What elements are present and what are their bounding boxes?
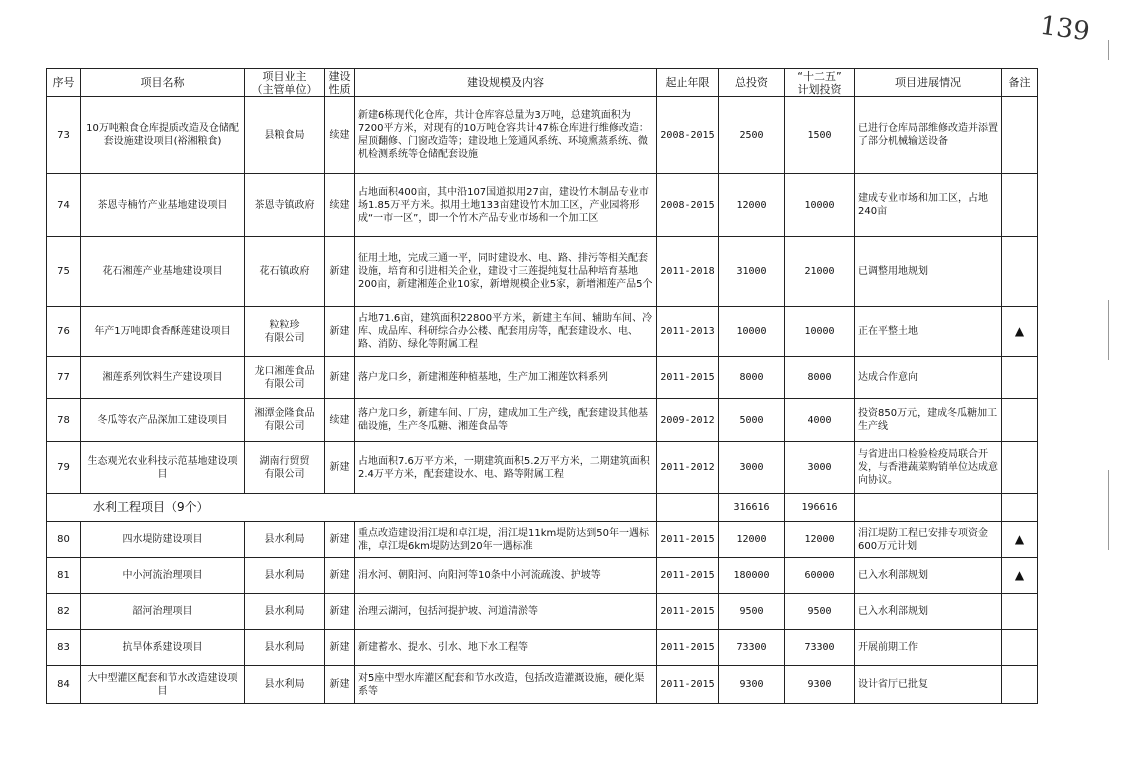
- cell-remark: ▲: [1002, 307, 1038, 357]
- cell-plan: 12000: [785, 522, 855, 558]
- cell-plan: 73300: [785, 630, 855, 666]
- cell-plan: 9500: [785, 594, 855, 630]
- cell-plan: 21000: [785, 237, 855, 307]
- cell-period: 2009-2012: [657, 399, 719, 442]
- cell-nature: 新建: [325, 666, 355, 704]
- cell-total: 12000: [719, 174, 785, 237]
- cell-nature: 新建: [325, 357, 355, 399]
- cell-nature: 新建: [325, 237, 355, 307]
- cell-owner: 茶恩寺镇政府: [245, 174, 325, 237]
- header-owner: 项目业主 （主管单位）: [245, 69, 325, 97]
- cell-plan: 10000: [785, 307, 855, 357]
- cell-remark: ▲: [1002, 558, 1038, 594]
- header-seq: 序号: [47, 69, 81, 97]
- cell-name: 茶恩寺楠竹产业基地建设项目: [81, 174, 245, 237]
- cell-owner: 县水利局: [245, 558, 325, 594]
- cell-name: 四水堤防建设项目: [81, 522, 245, 558]
- project-table: [46, 68, 1038, 704]
- cell-total: 3000: [719, 442, 785, 494]
- cell-nature: 新建: [325, 307, 355, 357]
- cell-remark: [1002, 630, 1038, 666]
- page-number: 139: [1038, 10, 1092, 48]
- cell-name: 中小河流治理项目: [81, 558, 245, 594]
- table-row: [47, 307, 1038, 357]
- cell-name: 韶河治理项目: [81, 594, 245, 630]
- cell-seq: 76: [47, 307, 81, 357]
- cell-seq: 82: [47, 594, 81, 630]
- cell-seq: 73: [47, 97, 81, 174]
- cell-period: 2011-2015: [657, 357, 719, 399]
- table-row: [47, 666, 1038, 704]
- cell-period: 2008-2015: [657, 97, 719, 174]
- cell-owner: 湖南行贸贸 有限公司: [245, 442, 325, 494]
- cell-total: 9300: [719, 666, 785, 704]
- cell-owner: 县水利局: [245, 594, 325, 630]
- cell-plan: 60000: [785, 558, 855, 594]
- cell-name: 10万吨粮食仓库提质改造及仓储配套设施建设项目(裕湘粮食): [81, 97, 245, 174]
- cell-name: 生态观光农业科技示范基地建设项目: [81, 442, 245, 494]
- table-row: [47, 442, 1038, 494]
- cell-progress: 与省进出口检验检疫局联合开发，与香港蔬菜购销单位达成意向协议。: [855, 442, 1002, 494]
- cell-seq: 80: [47, 522, 81, 558]
- cell-total: 12000: [719, 522, 785, 558]
- header-scope: 建设规模及内容: [355, 69, 657, 97]
- margin-mark: [1108, 40, 1109, 60]
- cell-seq: 78: [47, 399, 81, 442]
- cell-period: 2011-2012: [657, 442, 719, 494]
- cell-name: 抗旱体系建设项目: [81, 630, 245, 666]
- table-row: [47, 522, 1038, 558]
- cell-total: 31000: [719, 237, 785, 307]
- header-name: 项目名称: [81, 69, 245, 97]
- margin-mark: [1108, 300, 1109, 360]
- table-row: [47, 630, 1038, 666]
- cell-remark: [1002, 237, 1038, 307]
- cell-owner: 龙口湘莲食品 有限公司: [245, 357, 325, 399]
- margin-mark: [1108, 470, 1109, 550]
- cell-remark: [1002, 442, 1038, 494]
- cell-scope: 对5座中型水库灌区配套和节水改造，包括改造灌溉设施，硬化渠系等: [355, 666, 657, 704]
- cell-owner: 粒粒珍 有限公司: [245, 307, 325, 357]
- cell-total: 9500: [719, 594, 785, 630]
- cell-progress: 已入水利部规划: [855, 594, 1002, 630]
- cell-remark: ▲: [1002, 522, 1038, 558]
- header-plan: “十二五” 计划投资: [785, 69, 855, 97]
- table-row: [47, 97, 1038, 174]
- cell-progress: 投资850万元，建成冬瓜糖加工生产线: [855, 399, 1002, 442]
- cell-scope: 新建蓄水、提水、引水、地下水工程等: [355, 630, 657, 666]
- cell-seq: 75: [47, 237, 81, 307]
- cell-remark: [1002, 666, 1038, 704]
- cell-nature: 续建: [325, 399, 355, 442]
- cell-plan: 10000: [785, 174, 855, 237]
- cell-progress: 开展前期工作: [855, 630, 1002, 666]
- cell-period: 2011-2015: [657, 522, 719, 558]
- cell-owner: 花石镇政府: [245, 237, 325, 307]
- cell-name: 湘莲系列饮料生产建设项目: [81, 357, 245, 399]
- cell-remark: [1002, 174, 1038, 237]
- cell-progress: 达成合作意向: [855, 357, 1002, 399]
- cell-nature: 续建: [325, 97, 355, 174]
- cell-scope: 占地面积7.6万平方米，一期建筑面积5.2万平方米，二期建筑面积2.4万平方米，配套建设水、电、路等附属工程: [355, 442, 657, 494]
- cell-nature: 新建: [325, 630, 355, 666]
- cell-nature: 续建: [325, 174, 355, 237]
- cell-scope: 落户龙口乡，新建车间、厂房，建成加工生产线，配套建设其他基础设施，生产冬瓜糖、湘莲食品等: [355, 399, 657, 442]
- cell-seq: 79: [47, 442, 81, 494]
- cell-remark: [1002, 357, 1038, 399]
- cell-progress: 已进行仓库局部维修改造并添置了部分机械输送设备: [855, 97, 1002, 174]
- cell-seq: 83: [47, 630, 81, 666]
- cell-period: 2011-2015: [657, 558, 719, 594]
- section-total: 316616: [719, 494, 785, 522]
- cell-seq: 84: [47, 666, 81, 704]
- cell-name: 花石湘莲产业基地建设项目: [81, 237, 245, 307]
- cell-owner: 县水利局: [245, 630, 325, 666]
- cell-total: 180000: [719, 558, 785, 594]
- cell-total: 2500: [719, 97, 785, 174]
- cell-plan: 3000: [785, 442, 855, 494]
- cell-progress: 已入水利部规划: [855, 558, 1002, 594]
- section-row: [47, 494, 1038, 522]
- header-period: 起止年限: [657, 69, 719, 97]
- cell-period: 2011-2013: [657, 307, 719, 357]
- cell-scope: 征用土地，完成三通一平，同时建设水、电、路、排污等相关配套设施，培育和引进相关企业，建设寸三莲提纯复壮品种培育基地200亩，新建湘莲企业10家，新增规模企业5家，新增湘莲产品5个: [355, 237, 657, 307]
- table-row: [47, 399, 1038, 442]
- cell-scope: 涓水河、朝阳河、向阳河等10条中小河流疏浚、护坡等: [355, 558, 657, 594]
- cell-total: 73300: [719, 630, 785, 666]
- header-row: [47, 69, 1038, 97]
- cell-total: 8000: [719, 357, 785, 399]
- cell-name: 大中型灌区配套和节水改造建设项目: [81, 666, 245, 704]
- cell-remark: [1002, 97, 1038, 174]
- cell-period: 2011-2015: [657, 630, 719, 666]
- table-row: [47, 237, 1038, 307]
- cell-progress: 建成专业市场和加工区，占地240亩: [855, 174, 1002, 237]
- section-title: 水利工程项目（9个）: [47, 494, 657, 522]
- cell-total: 10000: [719, 307, 785, 357]
- cell-remark: [1002, 594, 1038, 630]
- cell-scope: 重点改造建设涓江堤和卓江堤，涓江堤11km堤防达到50年一遇标准，卓江堤6km堤防达到20年一遇标准: [355, 522, 657, 558]
- cell-total: 5000: [719, 399, 785, 442]
- section-plan: 196616: [785, 494, 855, 522]
- cell-period: 2011-2015: [657, 594, 719, 630]
- table-row: [47, 558, 1038, 594]
- header-nature: 建设 性质: [325, 69, 355, 97]
- cell-seq: 81: [47, 558, 81, 594]
- table-row: [47, 357, 1038, 399]
- cell-owner: 县水利局: [245, 522, 325, 558]
- cell-scope: 新建6栋现代化仓库，共计仓库容总量为3万吨，总建筑面积为7200平方米，对现有的10万吨仓容共计47栋仓库进行维修改造：屋顶翻修、门窗改造等；建设地上笼通风系统、环境熏蒸系统、微机检测系统等仓储配套设施: [355, 97, 657, 174]
- cell-plan: 8000: [785, 357, 855, 399]
- cell-period: 2011-2015: [657, 666, 719, 704]
- cell-scope: 落户龙口乡，新建湘莲种植基地，生产加工湘莲饮料系列: [355, 357, 657, 399]
- cell-owner: 县粮食局: [245, 97, 325, 174]
- cell-owner: 湘潭金隆食品 有限公司: [245, 399, 325, 442]
- cell-remark: [1002, 399, 1038, 442]
- cell-nature: 新建: [325, 594, 355, 630]
- cell-period: 2011-2018: [657, 237, 719, 307]
- cell-scope: 占地71.6亩，建筑面积22800平方米，新建主车间、辅助车间、冷库、成品库、科研综合办公楼、配套用房等，配套建设水、电、路、消防、绿化等附属工程: [355, 307, 657, 357]
- cell-period: 2008-2015: [657, 174, 719, 237]
- cell-nature: 新建: [325, 522, 355, 558]
- table-row: [47, 594, 1038, 630]
- cell-progress: 设计省厅已批复: [855, 666, 1002, 704]
- cell-plan: 1500: [785, 97, 855, 174]
- cell-name: 年产1万吨即食香酥莲建设项目: [81, 307, 245, 357]
- header-progress: 项目进展情况: [855, 69, 1002, 97]
- table-row: [47, 174, 1038, 237]
- cell-scope: 治理云湖河，包括河提护坡、河道清淤等: [355, 594, 657, 630]
- cell-progress: 已调整用地规划: [855, 237, 1002, 307]
- cell-scope: 占地面积400亩，其中沿107国道拟用27亩，建设竹木制品专业市场1.85万平方米。拟用土地133亩建设竹木加工区，产业园将形成“一市一区”，即一个竹木产品专业市场和一个加工区: [355, 174, 657, 237]
- cell-progress: 正在平整土地: [855, 307, 1002, 357]
- cell-plan: 9300: [785, 666, 855, 704]
- cell-nature: 新建: [325, 558, 355, 594]
- cell-progress: 涓江堤防工程已安排专项资金600万元计划: [855, 522, 1002, 558]
- cell-nature: 新建: [325, 442, 355, 494]
- cell-plan: 4000: [785, 399, 855, 442]
- cell-seq: 74: [47, 174, 81, 237]
- header-total: 总投资: [719, 69, 785, 97]
- cell-seq: 77: [47, 357, 81, 399]
- header-remark: 备注: [1002, 69, 1038, 97]
- cell-name: 冬瓜等农产品深加工建设项目: [81, 399, 245, 442]
- cell-owner: 县水利局: [245, 666, 325, 704]
